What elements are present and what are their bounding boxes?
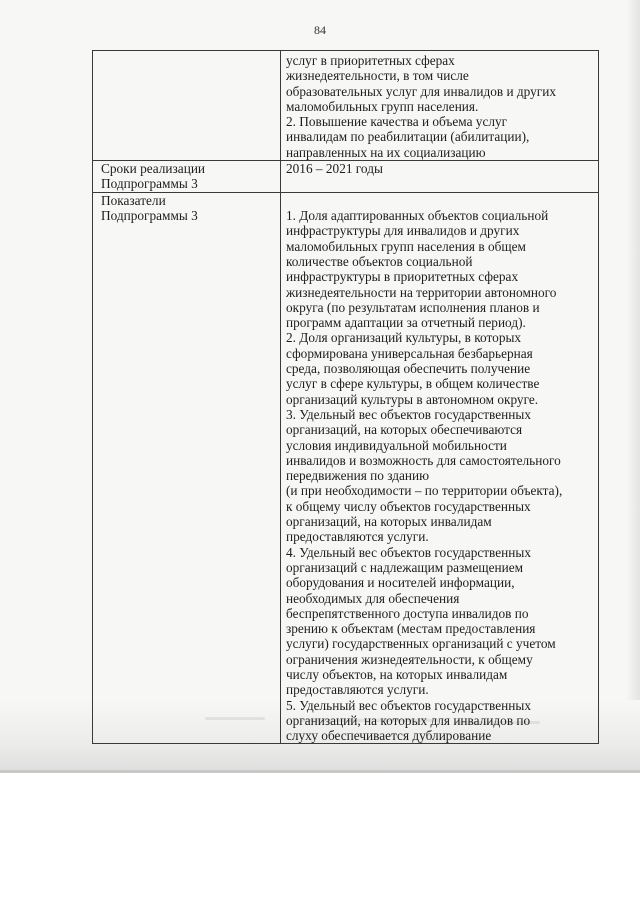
row-content bbox=[281, 193, 599, 744]
text-line: организаций с надлежащим размещением bbox=[286, 559, 524, 575]
text-line: жизнедеятельности, в том числе bbox=[286, 68, 469, 84]
text-line: предоставляются услуги. bbox=[286, 682, 429, 698]
text-line: сформирована универсальная безбарьерная bbox=[286, 345, 533, 361]
text-line: организаций культуры в автономном округе. bbox=[286, 391, 539, 407]
text-line: инвалидов и возможность для самостоятельного bbox=[286, 452, 561, 468]
label-line: Подпрограммы 3 bbox=[101, 208, 198, 224]
text-line: маломобильных групп населения в общем bbox=[286, 238, 526, 254]
row-content bbox=[281, 51, 599, 161]
text-line: к общему числу объектов государственных bbox=[286, 498, 531, 514]
label-line: Сроки реализации bbox=[101, 161, 206, 177]
text-line: услуги) государственных организаций с учетом bbox=[286, 636, 556, 652]
text-line: предоставляются услуги. bbox=[286, 529, 429, 545]
table-row-indicators bbox=[93, 193, 599, 744]
page-number: 84 bbox=[314, 23, 326, 37]
text-line: программ адаптации за отчетный период). bbox=[286, 315, 526, 331]
row-label bbox=[93, 161, 281, 193]
text-line: 3. Удельный вес объектов государственных bbox=[286, 406, 531, 422]
text-line: передвижения по зданию bbox=[286, 468, 430, 484]
text-line: среда, позволяющая обеспечить получение bbox=[286, 361, 531, 377]
row-label bbox=[93, 51, 281, 161]
text-line: жизнедеятельности на территории автономного bbox=[286, 284, 557, 300]
text-line: маломобильных групп населения. bbox=[286, 98, 479, 114]
text-line: инвалидам по реабилитации (абилитации), bbox=[286, 129, 530, 145]
page-bottom-edge bbox=[0, 770, 640, 773]
row-content bbox=[281, 161, 599, 193]
table-row-implementation-period bbox=[93, 161, 599, 193]
table-row-continued-objectives bbox=[93, 51, 599, 161]
text-line: условия индивидуальной мобильности bbox=[286, 437, 507, 453]
text-line: инфраструктуры для инвалидов и других bbox=[286, 223, 520, 239]
text-line: (и при необходимости – по территории объекта), bbox=[286, 483, 563, 499]
text-line: организаций, на которых обеспечиваются bbox=[286, 422, 523, 438]
text-line: необходимых для обеспечения bbox=[286, 590, 460, 606]
label-line: Подпрограммы 3 bbox=[101, 176, 198, 192]
text-line: организаций, на которых для инвалидов по bbox=[286, 712, 531, 728]
text-line: 2. Повышение качества и объема услуг bbox=[286, 114, 508, 130]
row-label bbox=[93, 193, 281, 744]
text-line: ограничения жизнедеятельности, к общему bbox=[286, 651, 533, 667]
program-table bbox=[92, 50, 599, 744]
text-line: 2. Доля организаций культуры, в которых bbox=[286, 330, 522, 346]
text-line: услуг в сфере культуры, в общем количестве bbox=[286, 376, 540, 392]
text-line: 5. Удельный вес объектов государственных bbox=[286, 697, 531, 713]
text-line: инфраструктуры в приоритетных сферах bbox=[286, 269, 519, 285]
text-line: оборудования и носителей информации, bbox=[286, 575, 515, 591]
text-line: беспрепятственного доступа инвалидов по bbox=[286, 605, 529, 621]
text-line: числу объектов, на которых инвалидам bbox=[286, 666, 508, 682]
text-line: округа (по результатам исполнения планов и bbox=[286, 299, 540, 315]
label-line: Показатели bbox=[101, 193, 166, 209]
text-line: услуг в приоритетных сферах bbox=[286, 53, 455, 68]
text-line: 4. Удельный вес объектов государственных bbox=[286, 544, 531, 560]
text-line: 2016 – 2021 годы bbox=[286, 161, 383, 177]
page-edge-shadow bbox=[626, 0, 640, 772]
text-line: образовательных услуг для инвалидов и других bbox=[286, 83, 557, 99]
text-line: 1. Доля адаптированных объектов социальной bbox=[286, 208, 549, 224]
text-line: зрению к объектам (местам предоставления bbox=[286, 621, 536, 637]
text-line: направленных на их социализацию bbox=[286, 144, 486, 160]
text-line: количестве объектов социальной bbox=[286, 253, 473, 269]
text-line: слуху обеспечивается дублирование bbox=[286, 728, 492, 744]
text-line: организаций, на которых инвалидам bbox=[286, 514, 492, 530]
